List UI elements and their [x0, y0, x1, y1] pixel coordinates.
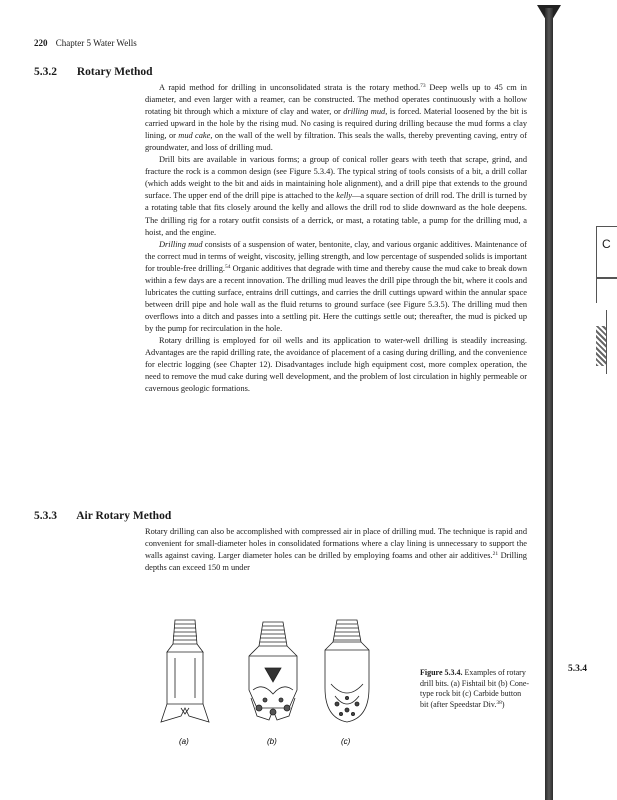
figure-caption-text: Examples of rotary drill bits. (a) Fishtail bit (b) Cone-type rock bit (c) Carbide button bit (after Speedstar Div. [420, 668, 530, 709]
figure-label-b: (b) [267, 737, 277, 746]
section-title: Air Rotary Method [76, 510, 172, 522]
cone-rock-bit-drawing [249, 622, 297, 720]
facing-page-hatch [596, 326, 606, 366]
running-header [34, 38, 137, 48]
section-heading-532 [34, 66, 153, 78]
figure-caption: Figure 5.3.4. Examples of rotary drill bits. (a) Fishtail bit (b) Cone-type rock bit (c) Carbide button bit (after Speedstar Div.$^{38}$) [420, 668, 530, 709]
figure-label-a: (a) [179, 737, 189, 746]
facing-page-section-number: 5.3.4 [568, 664, 587, 674]
drill-bits-figure [145, 612, 405, 752]
section-title: Rotary Method [76, 66, 153, 78]
paragraph: Drilling mud consists of a suspension of water, bentonite, clay, and various organic additives. Maintenance of the correct mud in terms of weight, viscosity, jelling strength, and low percentage of suspended solids is important for trouble-free drilling.$^{54}$ Organic additives that degrade with time and thereby cause the mud cake to break down within a few days are a recent innovation. The drilling mud leaves the drill pipe through the bit, where it cools and lubricates the cutting surface, entrains drill cuttings, and carries the drill cuttings upward within the annular space between drill pipe and hole wall as the fluid returns to ground surface (see Figure 5.3.5). The drilling mud then overflows into a ditch and passes into a settling pit. Here the cuttings settle out; thereafter, the mud is picked up by the pump for recirculation in the hole. [145, 239, 527, 333]
carbide-button-bit-drawing [325, 620, 369, 722]
paragraph: Rotary drilling can also be accomplished with compressed air in place of drilling mud. The technique is rapid and convenient for small-diameter holes in consolidated formations where a clay lining is unnecessary to support the walls against caving. Larger diameter holes can be drilled by employing foams and other air additives.$^{21}$ Drilling depths can exceed 150 m under [145, 527, 527, 573]
fishtail-bit-drawing [161, 620, 209, 722]
running-title: Chapter 5 Water Wells [55, 38, 137, 48]
figure-label-c: (c) [341, 737, 351, 746]
facing-page-diagram-box [596, 226, 617, 278]
body-text-air-rotary [145, 526, 527, 574]
facing-page-line [606, 310, 617, 374]
section-number: 5.3.2 [34, 66, 57, 78]
paragraph: Rotary drilling is employed for oil wells and its application to water-well drilling is steadily increasing. Advantages are the rapid drilling rate, the avoidance of placement of a casing during drilling, and the convenience for electric logging (see Chapter 12). Disadvantages include high equipment cost, more complex operation, the need to remove the mud cake during well development, and the problem of lost circulation in highly permeable or cavernous geologic formations. [145, 335, 527, 394]
page-number: 220 [34, 38, 48, 48]
section-number: 5.3.3 [34, 510, 57, 522]
section-heading-533 [34, 510, 171, 522]
facing-page-glyph: C [602, 237, 611, 251]
facing-page-diagram-step [596, 278, 617, 303]
paragraph: A rapid method for drilling in unconsolidated strata is the rotary method.$^{73}$ Deep wells up to 45 cm in diameter, and even larger with a reamer, can be constructed. The method operates continuously with a hollow rotating bit through which a mixture of clay and water, or drilling mud, is forced. Material loosened by the bit is carried upward in the hole by the rising mud. No casing is required during drilling because the mud forms a clay lining, or mud cake, on the wall of the well by filtration. This seals the walls, thereby preventing caving, entry of groundwater, and loss of drilling mud. [145, 83, 527, 153]
book-spine [545, 8, 553, 800]
body-text-rotary [145, 82, 527, 395]
paragraph: Drill bits are available in various forms; a group of conical roller gears with teeth that scrape, grind, and fracture the rock is a common design (see Figure 5.3.4). The typical string of tools consists of a bit, a drill collar (which adds weight to the bit and aids in maintaining hole alignment), and a drill pipe that extends to the ground surface. The upper end of the drill pipe is attached to the kelly—a square section of drill rod. The drill is turned by a rotating table that fits closely around the kelly and allows the drill rod to slide downward as the hole deepens. The drilling rig for a rotary outfit consists of a derrick, or mast, a rotating table, a pump for the drilling mud, a hoist, and the engine. [145, 155, 527, 237]
figure-caption-label: Figure 5.3.4. [420, 668, 463, 677]
figure-caption-ref: 38 [496, 699, 502, 706]
